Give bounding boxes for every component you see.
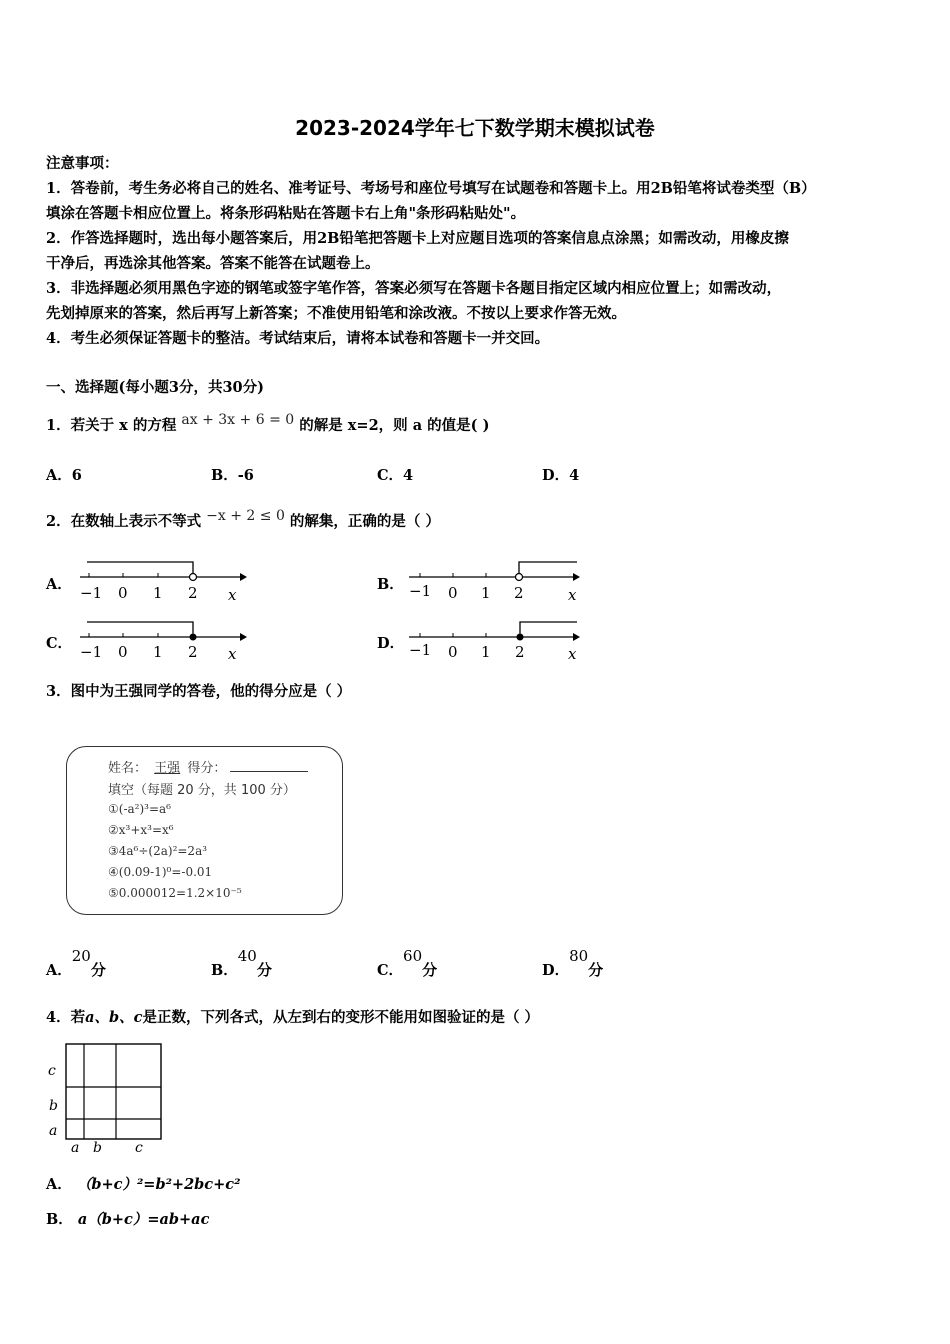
q2-numberline-a xyxy=(72,556,247,606)
fig-label-b: b xyxy=(49,1098,58,1114)
note-line-4: 干净后，再选涂其他答案。答案不能答在试题卷上。 xyxy=(46,255,380,272)
q1-stem xyxy=(46,414,489,435)
tick-label: −1 xyxy=(409,582,432,600)
q4-stem-a: 4．若 xyxy=(46,1009,86,1026)
card-item-2: ②x³+x³=x⁶ xyxy=(108,823,174,837)
q3-option-a-unit: 分 xyxy=(90,961,106,979)
axis-var: x xyxy=(228,586,237,604)
axis-var: x xyxy=(228,645,237,663)
answer-sheet-card xyxy=(66,746,343,915)
tick-label: 0 xyxy=(118,643,128,661)
tick-label: 2 xyxy=(188,643,198,661)
q3-stem: 3．图中为王强同学的答卷，他的得分应是（ ） xyxy=(46,683,352,700)
q1-stem-a: 1．若关于 x 的方程 xyxy=(46,417,177,434)
fig-label-a-bottom: a xyxy=(71,1140,80,1156)
q3-option-c-num: 60 xyxy=(403,947,423,965)
axis-var: x xyxy=(568,645,577,663)
card-student-name: 王强 xyxy=(154,761,181,776)
q4-option-b xyxy=(46,1208,209,1229)
q3-option-c-unit: 分 xyxy=(422,961,438,979)
q2-stem-b: 的解集，正确的是（ ） xyxy=(289,513,440,530)
q3-option-c-label: C． xyxy=(377,962,404,979)
card-item-4: ④(0.09-1)⁰=-0.01 xyxy=(108,865,213,879)
card-item-1: ①(-a²)³=a⁶ xyxy=(108,802,171,816)
card-name-row xyxy=(108,757,308,776)
tick-label: 0 xyxy=(118,584,128,602)
q4-area-figure xyxy=(44,1040,169,1158)
q4-option-a xyxy=(46,1173,240,1194)
q3-option-d-num: 80 xyxy=(569,947,589,965)
q3-option-b xyxy=(211,945,272,979)
tick-label: 0 xyxy=(448,584,458,602)
note-line-3: 2．作答选择题时，选出每小题答案后，用2B铅笔把答题卡上对应题目选项的答案信息点涂黑；如需改动，用橡皮擦 xyxy=(46,230,789,247)
q4-option-a-label: A． xyxy=(46,1176,72,1193)
q4-option-a-text: （b+c）²=b²+2bc+c² xyxy=(76,1176,241,1193)
q2-stem-a: 2．在数轴上表示不等式 xyxy=(46,513,202,530)
q4-stem xyxy=(46,1006,539,1027)
q3-option-a xyxy=(46,945,106,979)
card-item-3: ③4a⁶÷(2a)²=2a³ xyxy=(108,844,208,858)
q3-option-b-label: B． xyxy=(211,962,238,979)
q2-numberline-d xyxy=(403,615,583,665)
q1-option-d: D．4 xyxy=(542,467,580,484)
q4-stem-b: 是正数，下列各式，从左到右的变形不能用如图验证的是（ ） xyxy=(142,1009,540,1026)
q1-option-b: B．-6 xyxy=(211,467,254,484)
q2-label-a: A． xyxy=(46,576,72,593)
tick-label: 2 xyxy=(515,643,525,661)
note-line-1: 1．答卷前，考生务必将自己的姓名、准考证号、考场号和座位号填写在试题卷和答题卡上。用2B铅笔将试卷类型（B） xyxy=(46,180,816,197)
card-item-5: ⑤0.000012=1.2×10⁻⁵ xyxy=(108,886,242,900)
tick-label: 2 xyxy=(514,584,524,602)
card-score-label: 得分： xyxy=(187,761,227,776)
note-line-7: 4．考生必须保证答题卡的整洁。考试结束后，请将本试卷和答题卡一并交回。 xyxy=(46,330,550,347)
q3-option-b-unit: 分 xyxy=(256,961,272,979)
q3-option-d xyxy=(542,945,604,979)
tick-label: 0 xyxy=(448,643,458,661)
tick-label: 1 xyxy=(153,584,163,602)
note-line-6: 先划掉原来的答案，然后再写上新答案；不准使用铅笔和涂改液。不按以上要求作答无效。 xyxy=(46,305,626,322)
q4-option-b-label: B． xyxy=(46,1211,73,1228)
q4-vars: a、b、c xyxy=(85,1009,143,1026)
fig-label-c: c xyxy=(48,1063,56,1079)
q2-numberline-b xyxy=(403,556,583,606)
page-title: 2023-2024学年七下数学期末模拟试卷 xyxy=(295,116,655,140)
q3-option-d-unit: 分 xyxy=(588,961,604,979)
tick-label: −1 xyxy=(80,643,103,661)
q2-numberline-c xyxy=(72,615,247,665)
tick-label: 1 xyxy=(481,584,491,602)
q2-label-c: C． xyxy=(46,635,73,652)
q1-equation: ax + 3x + 6 = 0 xyxy=(181,412,295,428)
card-score-blank xyxy=(230,771,308,772)
q3-option-a-label: A． xyxy=(46,962,72,979)
q3-option-c xyxy=(377,945,438,979)
q1-option-a: A．6 xyxy=(46,467,82,484)
card-name-label: 姓名： xyxy=(108,761,148,776)
fig-label-c-bottom: c xyxy=(135,1140,143,1156)
tick-label: 1 xyxy=(153,643,163,661)
tick-label: −1 xyxy=(409,641,432,659)
tick-label: 2 xyxy=(188,584,198,602)
section-heading: 一、选择题(每小题3分，共30分) xyxy=(46,379,264,396)
q4-option-b-text: a（b+c）=ab+ac xyxy=(77,1211,210,1228)
q1-option-c: C．4 xyxy=(377,467,414,484)
notes-heading: 注意事项： xyxy=(46,155,119,172)
tick-label: −1 xyxy=(80,584,103,602)
q2-inequality: −x + 2 ≤ 0 xyxy=(206,508,285,524)
q3-option-a-num: 20 xyxy=(71,947,91,965)
axis-var: x xyxy=(568,586,577,604)
q2-label-b: B． xyxy=(377,576,404,593)
q2-label-d: D． xyxy=(377,635,405,652)
q3-option-b-num: 40 xyxy=(237,947,257,965)
fig-label-a: a xyxy=(49,1123,58,1139)
card-subtitle: 填空（每题 20 分，共 100 分） xyxy=(108,783,296,798)
note-line-5: 3．非选择题必须用黑色字迹的钢笔或签字笔作答，答案必须写在答题卡各题目指定区域内相应位置上；如需改动， xyxy=(46,280,782,297)
q2-stem xyxy=(46,510,440,531)
q1-stem-b: 的解是 x=2，则 a 的值是( ) xyxy=(299,417,490,434)
note-line-2: 填涂在答题卡相应位置上。将条形码粘贴在答题卡右上角"条形码粘贴处"。 xyxy=(46,205,526,222)
q3-option-d-label: D． xyxy=(542,962,570,979)
fig-label-b-bottom: b xyxy=(93,1140,102,1156)
tick-label: 1 xyxy=(481,643,491,661)
